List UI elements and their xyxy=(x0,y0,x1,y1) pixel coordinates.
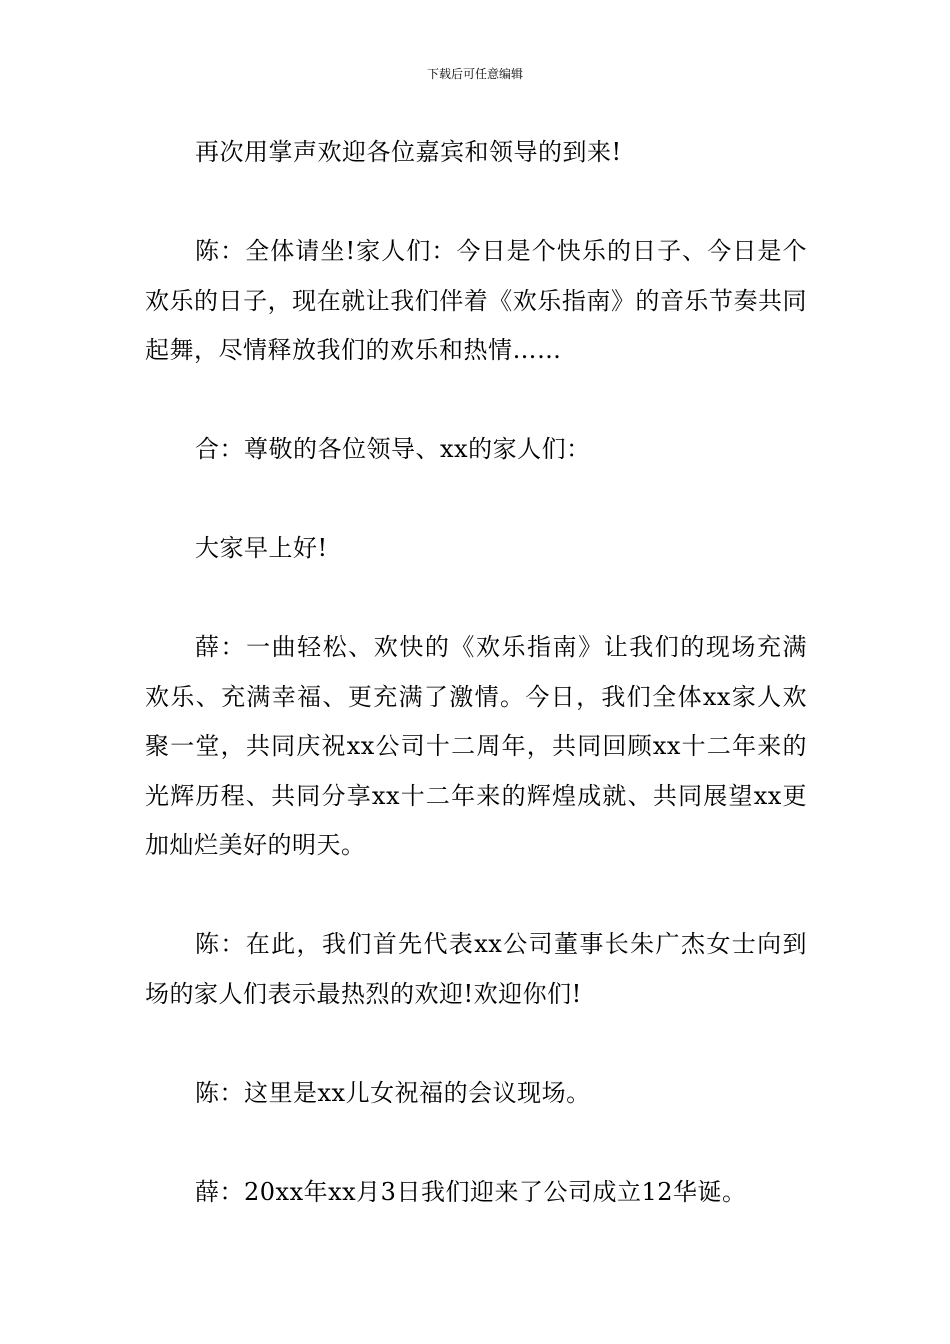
paragraph-4: 大家早上好! xyxy=(195,534,328,562)
page-header: 下载后可任意编辑 xyxy=(426,67,523,81)
paragraph-5: 薛：一曲轻松、欢快的《欢乐指南》让我们的现场充满欢乐、充满幸福、更充满了激情。今日，我们全体xx家人欢聚一堂，共同庆祝xx公司十二周年，共同回顾xx十二年来的光辉历程、共同分享xx十二年来的辉煌成就、共同展望xx更加灿烂美好的明天。 xyxy=(145,633,807,859)
paragraph-gap xyxy=(145,871,807,921)
paragraph-gap xyxy=(145,1019,807,1069)
paragraph-6: 陈：在此，我们首先代表xx公司董事长朱广杰女士向到场的家人们表示最热烈的欢迎!欢迎你们! xyxy=(145,930,807,1008)
paragraph-gap xyxy=(145,574,807,624)
paragraph-7: 陈：这里是xx儿女祝福的会议现场。 xyxy=(195,1078,591,1107)
paragraph-gap xyxy=(145,475,807,525)
paragraph-gap xyxy=(145,376,807,426)
document-body xyxy=(145,128,807,1217)
paragraph-3: 合：尊敬的各位领导、xx的家人们： xyxy=(195,435,591,463)
paragraph-8: 薛：20xx年xx月3日我们迎来了公司成立12华诞。 xyxy=(195,1177,747,1206)
paragraph-gap xyxy=(145,1118,807,1168)
paragraph-1: 再次用掌声欢迎各位嘉宾和领导的到来! xyxy=(195,138,622,166)
paragraph-2: 陈：全体请坐!家人们：今日是个快乐的日子、今日是个欢乐的日子，现在就让我们伴着《欢乐指南》的音乐节奏共同起舞，尽情释放我们的欢乐和热情…… xyxy=(145,237,807,364)
paragraph-gap xyxy=(145,178,807,228)
